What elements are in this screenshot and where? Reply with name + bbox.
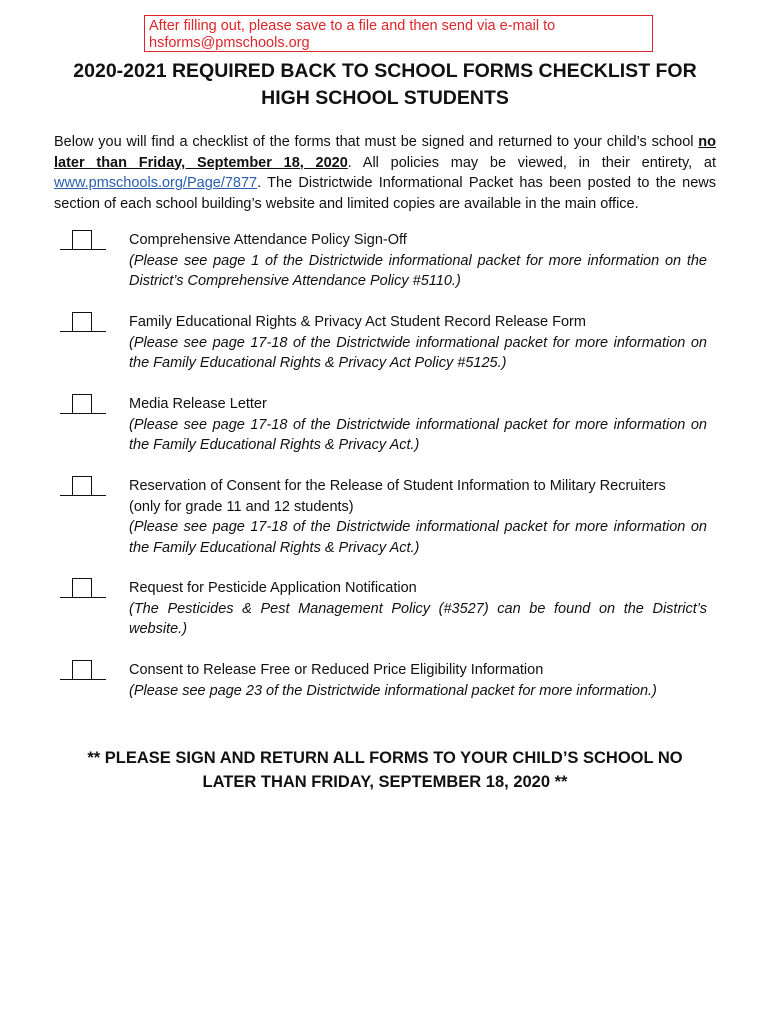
intro-text-2: . All policies may be viewed, in their entirety, at	[347, 154, 716, 171]
form-name: Media Release Letter	[129, 396, 267, 412]
signature-line	[60, 413, 106, 414]
reminder-line-2: LATER THAN FRIDAY, SEPTEMBER 18, 2020 **	[202, 773, 568, 791]
form-note: (Please see page 17-18 of the Districtwide informational packet for more information on the Family Educational Rights & Privacy Act Policy #5125.)	[129, 334, 707, 371]
checkbox-media-release[interactable]	[72, 394, 92, 413]
checklist-item-text	[129, 476, 707, 558]
checkbox-meal-eligibility[interactable]	[72, 660, 92, 679]
checklist-item-text	[129, 394, 707, 456]
checklist-item-text	[129, 312, 707, 374]
form-name: Reservation of Consent for the Release of Student Information to Military Recruiters	[129, 478, 666, 494]
signature-line	[60, 679, 106, 680]
signature-line	[60, 597, 106, 598]
title-line-2: HIGH SCHOOL STUDENTS	[261, 87, 509, 109]
return-reminder	[40, 746, 730, 794]
checkbox-ferpa-release[interactable]	[72, 312, 92, 331]
title-line-1: 2020-2021 REQUIRED BACK TO SCHOOL FORMS CHECKLIST FOR	[73, 60, 697, 82]
signature-line	[60, 331, 106, 332]
notice-line-2: hsforms@pmschools.org	[149, 35, 310, 51]
form-eligibility: (only for grade 11 and 12 students)	[129, 498, 354, 515]
checkbox-pesticide[interactable]	[72, 578, 92, 597]
reminder-line-1: ** PLEASE SIGN AND RETURN ALL FORMS TO YOUR CHILD’S SCHOOL NO	[87, 749, 683, 767]
intro-deadline: no later than Friday, September 18, 2020	[54, 134, 716, 171]
intro-text-3: . The Districtwide Informational Packet has been posted to the news section of each school building’s website and limited copies are available in the main office.	[54, 175, 716, 212]
checklist-item-text	[129, 230, 707, 292]
policies-link[interactable]: www.pmschools.org/Page/7877	[54, 175, 258, 191]
notice-line-1: After filling out, please save to a file and then send via e-mail to	[149, 18, 556, 34]
form-name: Comprehensive Attendance Policy Sign-Off	[129, 232, 407, 248]
form-note: (Please see page 23 of the Districtwide informational packet for more information.)	[129, 682, 657, 699]
signature-line	[60, 249, 106, 250]
form-note: (Please see page 17-18 of the Districtwide informational packet for more information on the Family Educational Rights & Privacy Act.)	[129, 519, 707, 556]
checklist-item-text	[129, 660, 707, 701]
form-name: Family Educational Rights & Privacy Act Student Record Release Form	[129, 314, 586, 330]
intro-text-1: Below you will find a checklist of the forms that must be signed and returned to your child’s school	[54, 134, 699, 150]
form-note: (The Pesticides & Pest Management Policy (#3527) can be found on the District’s website.)	[129, 600, 707, 637]
form-note: (Please see page 1 of the Districtwide informational packet for more information on the District’s Comprehensive Attendance Policy #5110.)	[129, 252, 707, 289]
form-note: (Please see page 17-18 of the Districtwide informational packet for more information on the Family Educational Rights & Privacy Act.)	[129, 416, 707, 453]
form-name: Request for Pesticide Application Notification	[129, 580, 417, 596]
checklist-item-text	[129, 578, 707, 640]
signature-line	[60, 495, 106, 496]
form-name: Consent to Release Free or Reduced Price Eligibility Information	[129, 662, 544, 678]
checkbox-attendance[interactable]	[72, 230, 92, 249]
checkbox-military-recruiters[interactable]	[72, 476, 92, 495]
